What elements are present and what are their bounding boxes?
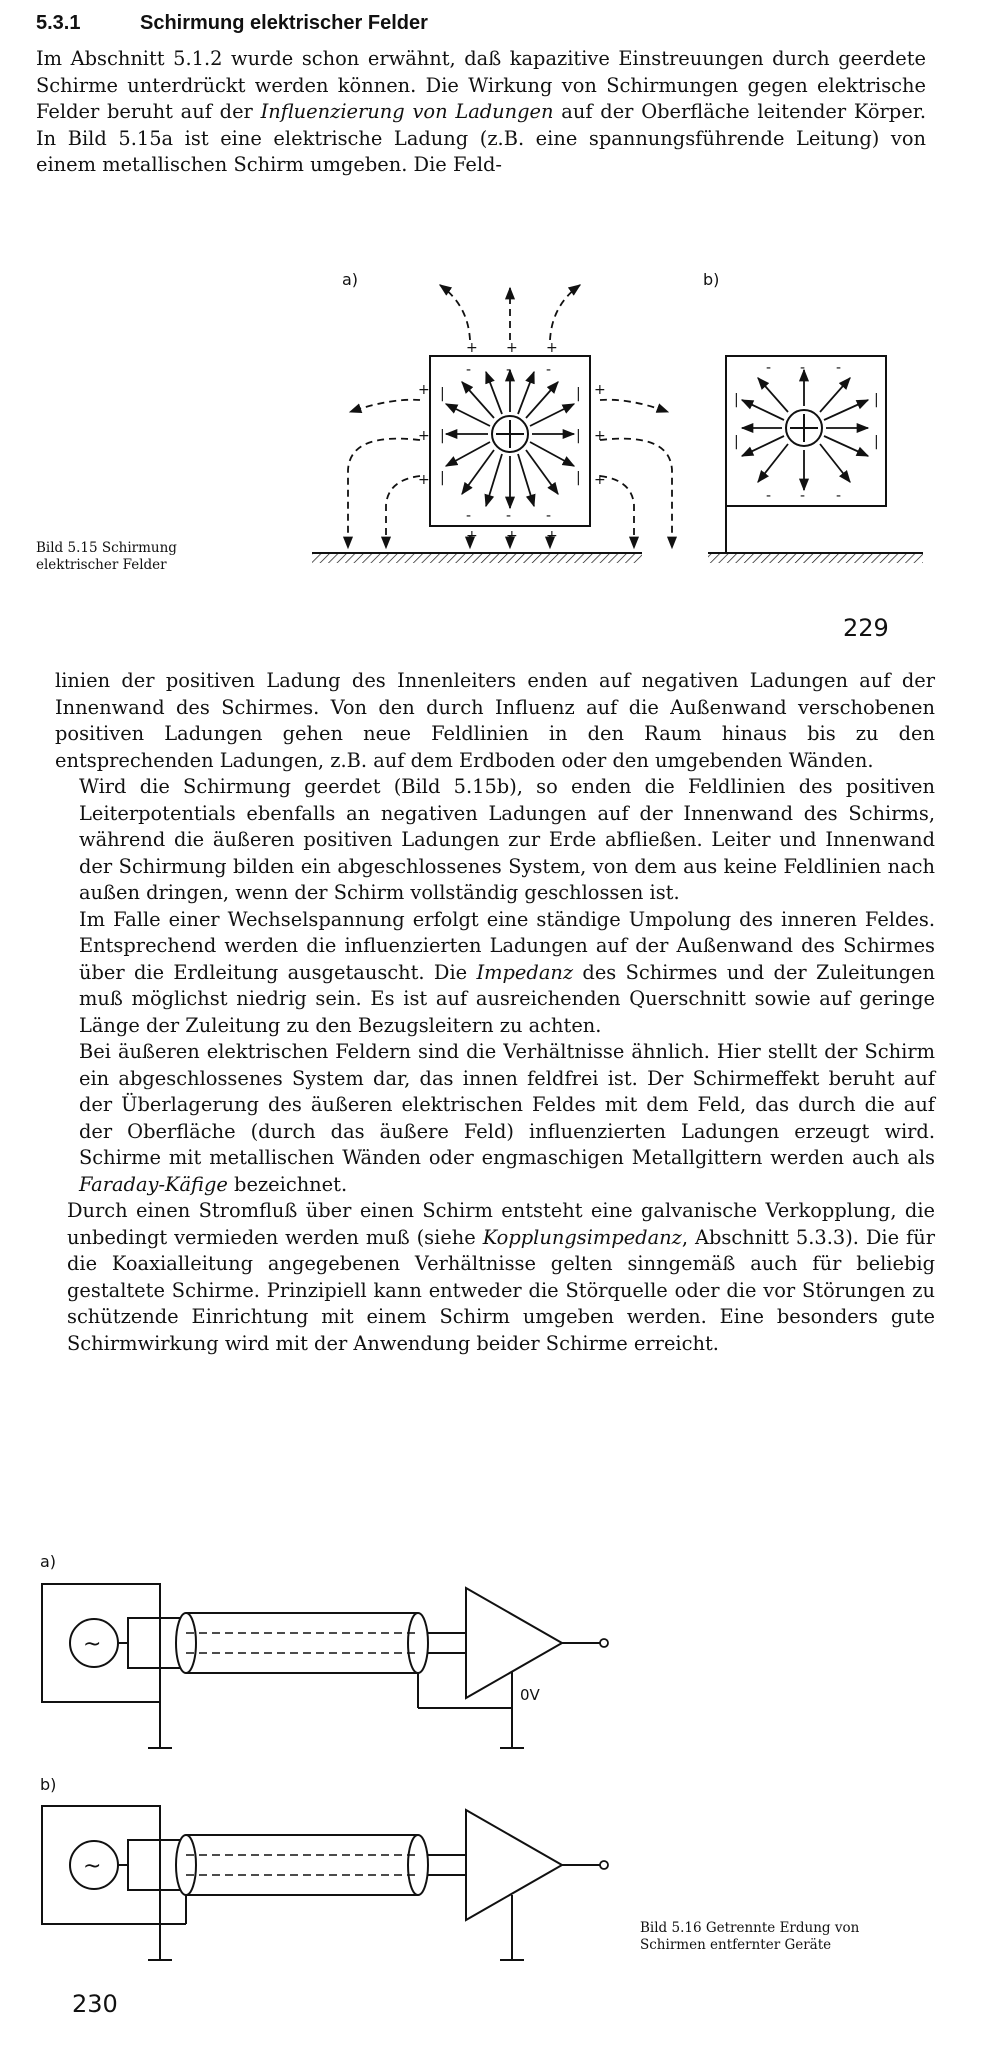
text-run: , Abschnitt 5.3.3). Die für die Koaxialleitung angegebenen Verhältnisse gelten sinngemäß auch für beliebig gestaltete Schirme. Prinzipiell kann entweder die Störquelle oder die vor Störungen zu schützende Einrichtung mit einem Schirm umgeben werden. Eine besonders gute Schirmwirkung wird mit der Anwendung beider Schirme erreicht.	[67, 1225, 935, 1355]
svg-text:-: -	[766, 360, 772, 376]
amplifier-triangle	[466, 1810, 562, 1920]
svg-text:|: |	[734, 392, 739, 408]
text-run: Durch einen Stromfluß über einen Schirm entsteht eine galvanische Verkopplung, die unbedingt vermieden werden muß (siehe	[67, 1199, 935, 1249]
svg-text:-: -	[836, 360, 842, 376]
amplifier-triangle	[466, 1588, 562, 1698]
figure-5-15-field-diagram	[0, 0, 984, 600]
emphasis: Impedanz	[476, 960, 574, 984]
shield-box-b	[726, 356, 886, 506]
page-number: 229	[843, 614, 889, 642]
svg-text:+: +	[594, 472, 606, 488]
text-run: Im Abschnitt 5.1.2 wurde schon erwähnt, daß kapazitive Einstreuungen durch geerdete Schirme unterdrückt werden können. Die Wirkung von Schirmungen gegen elektrische Felder beruht auf der	[36, 47, 926, 123]
coax-cable-left-end	[176, 1613, 196, 1673]
svg-text:-: -	[800, 360, 806, 376]
paragraph	[55, 1198, 935, 1357]
caption-line: elektrischer Felder	[36, 557, 167, 573]
svg-text:+: +	[546, 528, 558, 544]
page-number: 230	[72, 1990, 118, 2018]
svg-text:-: -	[546, 508, 552, 524]
svg-text:|: |	[874, 434, 879, 450]
emphasis: Kopplungsimpedanz	[482, 1225, 682, 1249]
svg-text:|: |	[734, 434, 739, 450]
svg-text:|: |	[576, 470, 581, 486]
svg-text:|: |	[440, 428, 445, 444]
section-title: Schirmung elektrischer Felder	[140, 12, 428, 34]
body-text	[55, 668, 935, 1357]
coax-cable-right-end	[408, 1835, 428, 1895]
svg-text:-: -	[466, 362, 472, 378]
output-terminal	[600, 1861, 608, 1869]
caption-line: Bild 5.16 Getrennte Erdung von	[640, 1920, 860, 1936]
svg-text:|: |	[440, 386, 445, 402]
caption-line: Schirmen entfernter Geräte	[640, 1937, 832, 1953]
text-run: des Schirmes und der Zuleitungen muß möglichst niedrig sein. Es ist auf ausreichenden Querschnitt sowie auf geringe Länge der Zuleitung zu den Bezugsleitern zu achten.	[79, 960, 935, 1037]
svg-text:|: |	[440, 470, 445, 486]
figure-5-16-caption	[640, 1920, 859, 1954]
coax-cable-left-end	[176, 1835, 196, 1895]
output-terminal	[600, 1639, 608, 1647]
paragraph: linien der positiven Ladung des Innenleiters enden auf negativen Ladungen auf der Innenwand des Schirmes. Von den durch Influenz auf die Außenwand verschobenen positiven Ladungen gehen neue Feldlinien in den Raum hinaus bis zu den entsprechenden Ladungen, z.B. auf dem Erdboden oder den umgebenden Wänden.	[55, 669, 935, 772]
caption-line: Bild 5.15 Schirmung	[36, 540, 177, 556]
svg-text:+: +	[506, 340, 518, 356]
svg-text:-: -	[766, 488, 772, 504]
svg-text:-: -	[836, 488, 842, 504]
svg-text:+: +	[506, 528, 518, 544]
svg-text:-: -	[466, 508, 472, 524]
text-run: Bei äußeren elektrischen Feldern sind die Verhältnisse ähnlich. Hier stellt der Schirm ein abgeschlossenes System dar, das innen feldfrei ist. Der Schirmeffekt beruht auf der Überlagerung des äußeren elektrischen Feldes mit dem Feld, das durch die auf der Oberfläche (durch das äußere Feld) influenzierten Ladungen erzeugt wird. Schirme mit metallischen Wänden oder engmaschigen Metallgittern werden auch als	[79, 1040, 935, 1169]
figure-5-16-label-a: a)	[40, 1552, 57, 1571]
svg-text:+: +	[594, 382, 606, 398]
svg-text:+: +	[466, 340, 478, 356]
svg-text:-: -	[800, 488, 806, 504]
zero-volt-label: 0V	[520, 1686, 540, 1704]
ground-hatch-a	[312, 553, 642, 563]
svg-text:+: +	[418, 382, 430, 398]
ground-hatch-b	[708, 553, 923, 563]
figure-5-15-caption	[36, 540, 177, 574]
text-run: Im Falle einer Wechselspannung erfolgt eine ständige Umpolung des inneren Feldes. Entsprechend werden die influenzierten Ladungen auf der Außenwand des Schirmes über die Erdleitung ausgetauscht. Die	[79, 907, 935, 984]
paragraph	[55, 907, 935, 1040]
figure-5-16-label-b: b)	[40, 1775, 57, 1794]
section-number: 5.3.1	[36, 12, 81, 34]
figure-5-15-label-a: a)	[342, 270, 359, 289]
coax-cable-right-end	[408, 1613, 428, 1673]
svg-text:-: -	[506, 508, 512, 524]
svg-text:~: ~	[83, 1632, 102, 1657]
svg-text:~: ~	[83, 1854, 102, 1879]
paragraph	[55, 1039, 935, 1198]
text-run: auf der Oberfläche leitender Körper. In Bild 5.15a ist eine elektrische Ladung (z.B. eine spannungsführende Leitung) von einem metallischen Schirm umgeben. Die Feld-	[36, 100, 926, 176]
text-run: bezeichnet.	[227, 1172, 348, 1196]
svg-text:+: +	[418, 472, 430, 488]
svg-text:|: |	[576, 428, 581, 444]
svg-text:-: -	[546, 362, 552, 378]
svg-text:+: +	[546, 340, 558, 356]
svg-text:+: +	[594, 428, 606, 444]
svg-text:+: +	[466, 528, 478, 544]
svg-text:+: +	[418, 428, 430, 444]
figure-5-15-label-b: b)	[703, 270, 720, 289]
svg-text:-: -	[506, 362, 512, 378]
svg-text:|: |	[576, 386, 581, 402]
svg-text:|: |	[874, 392, 879, 408]
paragraph: Wird die Schirmung geerdet (Bild 5.15b), so enden die Feldlinien des positiven Leiterpotentials ebenfalls an negativen Ladungen auf der Innenwand des Schirms, während die äußeren positiven Ladungen zur Erde abfließen. Leiter und Innenwand der Schirmung bilden ein abgeschlossenes System, von dem aus keine Feldlinien nach außen dringen, wenn der Schirm vollständig geschlossen ist.	[79, 775, 935, 904]
charge-signs-b	[734, 360, 879, 504]
emphasis: Influenzierung von Ladungen	[260, 100, 554, 123]
emphasis: Faraday-Käfige	[79, 1172, 228, 1196]
charge-signs-a	[418, 340, 606, 544]
